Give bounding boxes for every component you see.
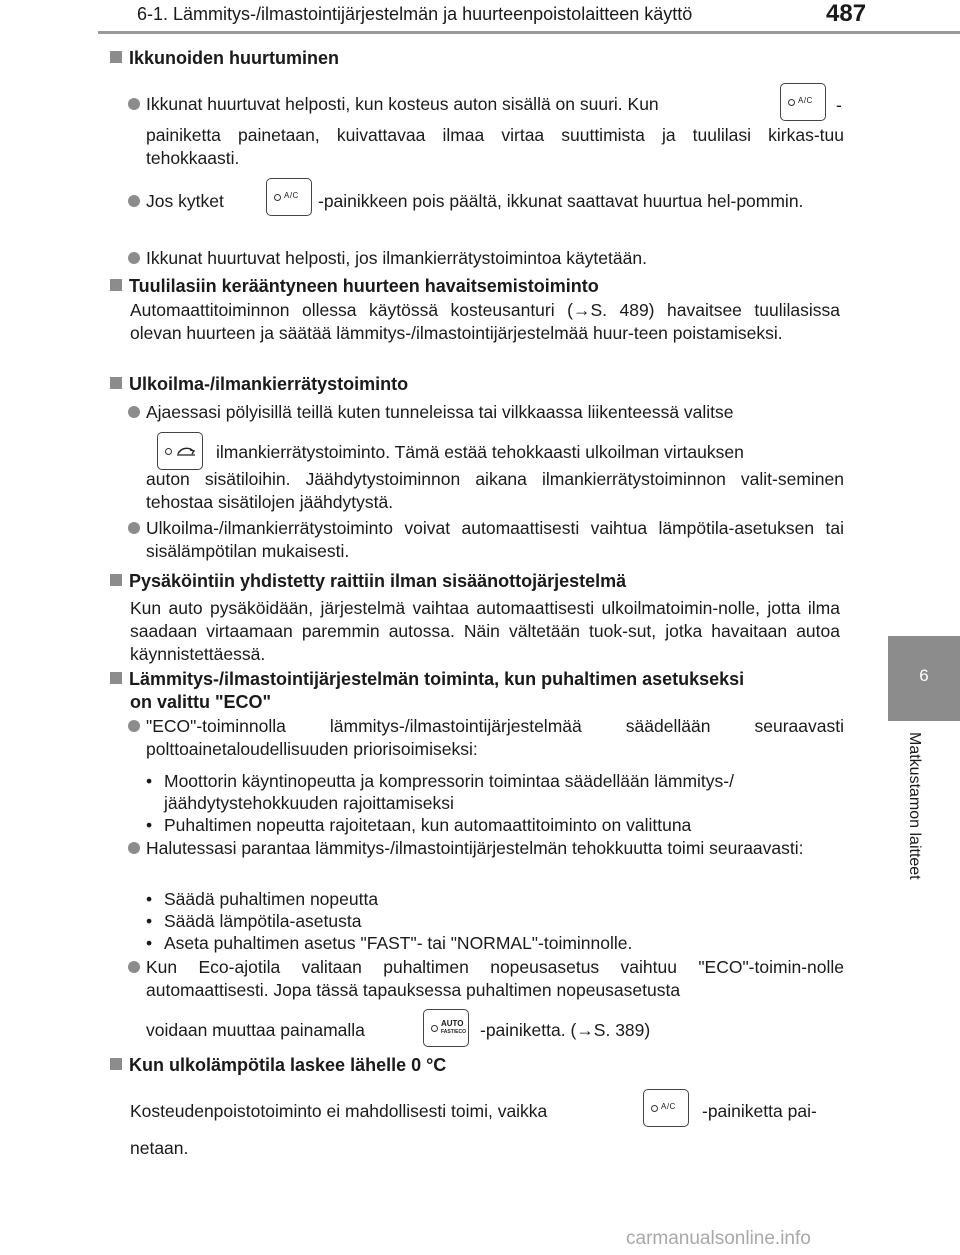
eco-sub-item: • Moottorin käyntinopeutta ja kompressorin toimintaa säädellään lämmitys-/ jäähdytystehokkuuden rajoittamiseksi xyxy=(146,771,734,813)
section-heading-frost-detection: Tuulilasiin kerääntyneen huurteen havaitsemistoiminto xyxy=(110,276,599,297)
eco-sub-item: • Säädä puhaltimen nopeutta xyxy=(146,889,379,909)
eco-3-line3-b: -painiketta. (→S. 389) xyxy=(480,1020,651,1040)
ac-button-icon: A/C xyxy=(780,83,826,121)
ac-button-icon: A/C xyxy=(643,1089,689,1127)
round-bullet-icon xyxy=(128,720,140,732)
recirculation-button-icon xyxy=(157,432,203,470)
watermark: carmanualsonline.info xyxy=(626,1228,811,1249)
section-heading-eco: Lämmitys-/ilmastointijärjestelmän toiminta, kun puhaltimen asetukseksi xyxy=(110,669,842,690)
header-rule xyxy=(98,31,960,34)
section-heading-fogging: Ikkunoiden huurtuminen xyxy=(110,48,339,69)
round-bullet-icon xyxy=(128,98,140,110)
bullet-fogging-3: Ikkunat huurtuvat helposti, jos ilmankierrätystoimintoa käytetään. xyxy=(128,247,844,270)
round-bullet-icon xyxy=(128,252,140,264)
auto-button-icon: AUTO FAST/ECO xyxy=(423,1009,469,1047)
round-bullet-icon xyxy=(128,842,140,854)
page-header xyxy=(0,0,960,34)
eco-sub-item: • Aseta puhaltimen asetus "FAST"- tai "NORMAL"-toiminnolle. xyxy=(146,933,633,953)
eco-sub-item: • Puhaltimen nopeutta rajoitetaan, kun automaattitoiminto on valittuna xyxy=(146,815,692,835)
zero-degrees-text-b: -painiketta pai- xyxy=(702,1101,817,1121)
bullet-eco-3: Kun Eco-ajotila valitaan puhaltimen nopeusasetus vaihtuu "ECO"-toimin-nolle automaattisesti. Jopa tässä tapauksessa puhaltimen nopeusasetusta xyxy=(128,956,844,1002)
zero-degrees-text-c: netaan. xyxy=(130,1138,189,1158)
section-heading-parking-intake: Pysäköintiin yhdistetty raittiin ilman sisäänottojärjestelmä xyxy=(110,571,626,592)
bullet-fogging-1-cont: painiketta painetaan, kuivattavaa ilmaa virtaa suuttimista ja tuulilasi kirkas-tuu tehokkaasti. xyxy=(146,125,844,168)
bullet-eco-1: "ECO"-toiminnolla lämmitys-/ilmastointijärjestelmää säädellään seuraavasti polttoainetaloudellisuuden priorisoimiseksi: xyxy=(128,715,844,761)
round-bullet-icon xyxy=(128,522,140,534)
square-bullet-icon xyxy=(110,1058,122,1070)
chapter-label: Matkustamon laitteet xyxy=(906,732,923,880)
bullet-recirculation-1-cont: auton sisätiloihin. Jäähdytystoiminnon aikana ilmankierrätystoiminnon valit-seminen tehostaa sisätilojen jäähdytystä. xyxy=(146,469,844,512)
bullet-fogging-1: Ikkunat huurtuvat helposti, kun kosteus auton sisällä on suuri. Kun xyxy=(128,93,844,116)
square-bullet-icon xyxy=(110,574,122,586)
ac-button-icon: A/C xyxy=(266,178,312,216)
section-heading-eco-l2: on valittu "ECO" xyxy=(130,692,272,712)
section-heading-zero-degrees: Kun ulkolämpötila laskee lähelle 0 °C xyxy=(110,1055,446,1076)
eco-sub-item: • Säädä lämpötila-asetusta xyxy=(146,911,362,931)
round-bullet-icon xyxy=(128,195,140,207)
recirculation-text-line2: ilmankierrätystoiminto. Tämä estää tehokkaasti ulkoilman virtauksen xyxy=(216,442,744,462)
chapter-tab xyxy=(888,636,960,721)
dash-fragment: - xyxy=(836,95,842,115)
bullet-recirculation-1: Ajaessasi pölyisillä teillä kuten tunneleissa tai vilkkaassa liikenteessä valitse xyxy=(128,401,844,424)
round-bullet-icon xyxy=(128,406,140,418)
bullet-fogging-2: Jos kytket xyxy=(128,190,844,213)
zero-degrees-text-a: Kosteudenpoistotoiminto ei mahdollisesti toimi, vaikka xyxy=(130,1101,548,1121)
square-bullet-icon xyxy=(110,279,122,291)
bullet-eco-2: Halutessasi parantaa lämmitys-/ilmastointijärjestelmän tehokkuutta toimi seuraavasti: xyxy=(128,837,844,860)
chapter-number: 6 xyxy=(919,666,929,685)
square-bullet-icon xyxy=(110,51,122,63)
square-bullet-icon xyxy=(110,672,122,684)
bullet-recirculation-2: Ulkoilma-/ilmankierrätystoiminto voivat automaattisesti vaihtua lämpötila-asetuksen tai sisälämpötilan mukaisesti. xyxy=(128,517,844,563)
parking-intake-text: Kun auto pysäköidään, järjestelmä vaihtaa automaattisesti ulkoilmatoimin-nolle, jotta ilma saadaan virtaamaan paremmin autossa. Näin vältetään tuok-sut, jotka havaitaan autoa käynnistettäessä. xyxy=(130,598,840,664)
header-title: 6-1. Lämmitys-/ilmastointijärjestelmän ja huurteenpoistolaitteen käyttö xyxy=(137,4,693,24)
bullet-fogging-2-text: -painikkeen pois päältä, ikkunat saattavat huurtua hel-pommin. xyxy=(318,191,804,211)
eco-3-line3-a: voidaan muuttaa painamalla xyxy=(146,1020,365,1040)
square-bullet-icon xyxy=(110,377,122,389)
round-bullet-icon xyxy=(128,961,140,973)
frost-detection-text: Automaattitoiminnon ollessa käytössä kosteusanturi (→S. 489) havaitsee tuulilasissa olevan huurteen ja säätää lämmitys-/ilmastointijärjestelmää huur-teen poistamiseksi. xyxy=(130,300,840,343)
section-heading-recirculation: Ulkoilma-/ilmankierrätystoiminto xyxy=(110,374,408,395)
page-number: 487 xyxy=(826,0,867,27)
